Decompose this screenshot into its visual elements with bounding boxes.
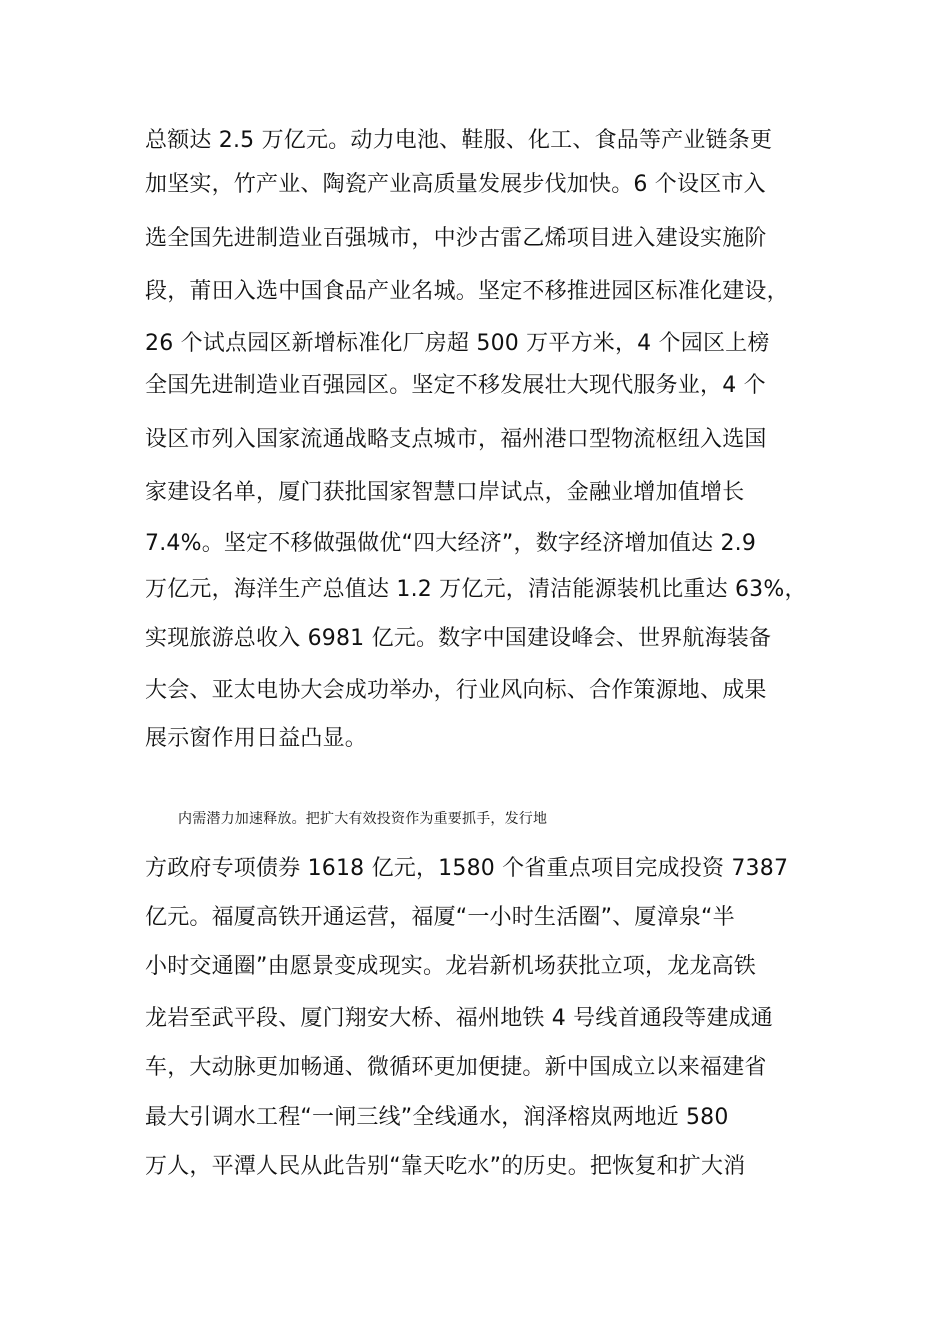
text-line: 方政府专项债券 1618 亿元，1580 个省重点项目完成投资 7387 — [145, 856, 789, 881]
text-line: 展示窗作用日益凸显。 — [145, 726, 368, 751]
text-line: 大会、亚太电协大会成功举办，行业风向标、合作策源地、成果 — [145, 678, 767, 703]
text-line: 选全国先进制造业百强城市，中沙古雷乙烯项目进入建设实施阶 — [145, 226, 767, 251]
text-line: 车，大动脉更加畅通、微循环更加便捷。新中国成立以来福建省 — [145, 1055, 767, 1080]
text-line: 全国先进制造业百强园区。坚定不移发展壮大现代服务业，4 个 — [145, 373, 766, 398]
text-line: 内需潜力加速释放。把扩大有效投资作为重要抓手，发行地 — [178, 811, 548, 827]
text-line: 万人，平潭人民从此告别“靠天吃水”的历史。把恢复和扩大消 — [145, 1154, 746, 1179]
text-line: 设区市列入国家流通战略支点城市，福州港口型物流枢纽入选国 — [145, 427, 767, 452]
text-line: 亿元。福厦高铁开通运营，福厦“一小时生活圈”、厦漳泉“半 — [145, 905, 735, 930]
text-line: 龙岩至武平段、厦门翔安大桥、福州地铁 4 号线首通段等建成通 — [145, 1006, 773, 1031]
text-line: 家建设名单，厦门获批国家智慧口岸试点，金融业增加值增长 — [145, 480, 745, 505]
text-line: 小时交通圈”由愿景变成现实。龙岩新机场获批立项，龙龙高铁 — [145, 954, 756, 979]
text-line: 实现旅游总收入 6981 亿元。数字中国建设峰会、世界航海装备 — [145, 626, 772, 651]
text-line: 万亿元，海洋生产总值达 1.2 万亿元，清洁能源装机比重达 63%， — [145, 577, 807, 602]
text-line: 26 个试点园区新增标准化厂房超 500 万平方米，4 个园区上榜 — [145, 331, 770, 356]
text-line: 加坚实，竹产业、陶瓷产业高质量发展步伐加快。6 个设区市入 — [145, 172, 766, 197]
text-line: 7.4%。坚定不移做强做优“四大经济”，数字经济增加值达 2.9 — [145, 531, 757, 556]
text-line: 段，莆田入选中国食品产业名城。坚定不移推进园区标准化建设， — [145, 279, 789, 304]
text-line: 总额达 2.5 万亿元。动力电池、鞋服、化工、食品等产业链条更 — [145, 128, 773, 153]
text-line: 最大引调水工程“一闸三线”全线通水，润泽榕岚两地近 580 — [145, 1105, 729, 1130]
